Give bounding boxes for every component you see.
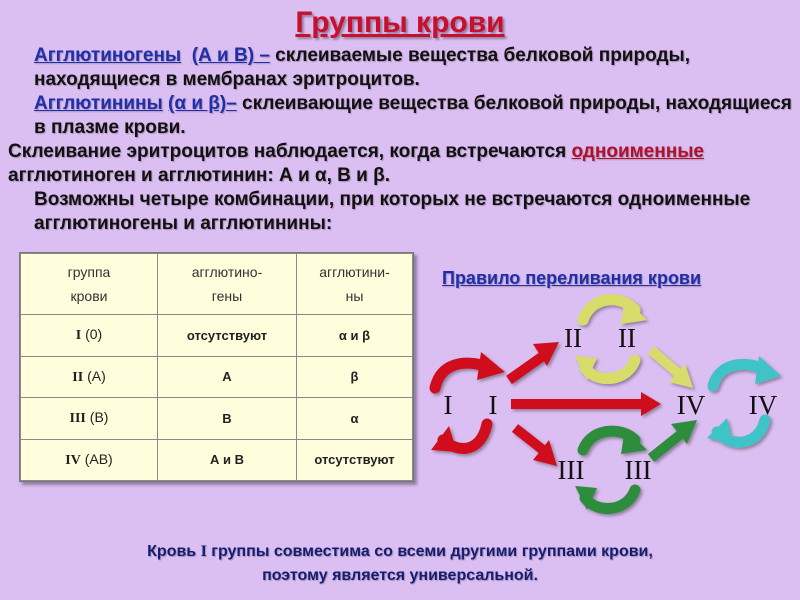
- table-row: [21, 398, 413, 440]
- group-letter: (АВ): [84, 450, 113, 467]
- arrow-ii-to-iv-shaft: [651, 350, 679, 374]
- transfusion-diagram: [425, 290, 795, 530]
- label-group-ii-left: II: [564, 323, 582, 353]
- page-title: Группы крови: [295, 6, 505, 39]
- header-text: гены: [211, 288, 243, 304]
- table-row: [21, 315, 413, 357]
- header-text: ны: [345, 288, 364, 304]
- agglutinins-term: Агглютинины: [34, 93, 163, 114]
- group-letter: (0): [85, 326, 103, 343]
- blood-groups-table: [19, 252, 414, 482]
- header-text: крови: [70, 288, 108, 304]
- arrow-ii-to-iv: [651, 350, 693, 388]
- agglutinins-cell: α и β: [297, 315, 413, 357]
- group-letter: (В): [89, 409, 109, 426]
- universal-donor-note: [0, 540, 800, 588]
- agglutinogens-cell: А и В: [158, 439, 297, 481]
- same-name-term: одноименные: [571, 141, 704, 162]
- agglutinogens-definition: [8, 44, 793, 92]
- footer-line-2: поэтому является универсальной.: [262, 567, 538, 584]
- header-text: группа: [67, 264, 111, 280]
- group-letter: (А): [87, 367, 106, 384]
- group-roman: II: [72, 369, 84, 385]
- arrow-iii-to-iv: [651, 420, 697, 458]
- label-group-ii-right: II: [618, 323, 636, 353]
- blood-group-cell: [21, 439, 158, 481]
- group-roman: I: [75, 328, 82, 344]
- blood-group-cell: [21, 315, 158, 357]
- agglutinogens-term: Агглютиногены: [34, 45, 182, 66]
- agglutinins-cell: α: [297, 398, 413, 440]
- label-group-iv-right: IV: [748, 390, 778, 420]
- arrow-i-to-ii-shaft: [509, 356, 543, 380]
- label-group-iii-left: III: [557, 455, 585, 485]
- agglutinins-cell: отсутствуют: [297, 439, 413, 481]
- agglutinogens-cell: А: [158, 356, 297, 398]
- agglutinins-letters: (α и β)–: [168, 93, 237, 114]
- agglutinins-definition: [8, 92, 793, 140]
- label-group-i-left: I: [443, 390, 453, 420]
- group-iv-top-arrowhead: [755, 356, 781, 384]
- arrow-iii-to-iv-shaft: [651, 434, 681, 458]
- footer-roman: I: [200, 543, 207, 560]
- arrow-i-to-iv: [511, 392, 661, 416]
- agglutination-condition: [8, 140, 793, 188]
- group-iv-bottom-arrowhead: [707, 418, 733, 444]
- label-group-iii-right: III: [624, 455, 652, 485]
- agglutinogens-description: склеиваемые вещества белковой природы, находящиеся в мембранах эритроцитов.: [34, 45, 691, 90]
- agglutinins-cell: β: [297, 356, 413, 398]
- group-i-top-arc: [435, 363, 485, 388]
- blood-group-cell: [21, 398, 158, 440]
- table-row: [21, 356, 413, 398]
- agglutinins-description: склеивающие вещества белковой природы, находящиеся в плазме крови.: [34, 93, 792, 138]
- intro-text: [8, 44, 793, 236]
- header-text: агглютини-: [319, 264, 390, 280]
- footer-line-1: [0, 540, 800, 564]
- table-header-row: [21, 254, 413, 315]
- agglutinogens-letters: (А и В) –: [191, 45, 270, 66]
- group-iii-top-arrowhead: [621, 428, 647, 454]
- agglutinogens-cell: В: [158, 398, 297, 440]
- agglutinogens-cell: отсутствуют: [158, 315, 297, 357]
- footer-text: группы совместима со всеми другими группами крови,: [206, 543, 653, 560]
- label-group-iv-left: IV: [676, 390, 706, 420]
- arrow-i-to-iii: [515, 428, 557, 466]
- group-roman: IV: [65, 452, 81, 468]
- arrow-i-to-iv-head: [641, 392, 661, 416]
- footer-text: Кровь: [147, 543, 201, 560]
- agglutination-text-before: Склеивание эритроцитов наблюдается, когда встречаются: [8, 141, 572, 162]
- header-text: агглютино-: [191, 264, 263, 280]
- group-ii-loop-arrow: [575, 298, 647, 380]
- header-agglutinogens: [158, 254, 297, 315]
- blood-group-cell: [21, 356, 158, 398]
- transfusion-rule-title: Правило переливания крови: [442, 268, 702, 288]
- table-row: [21, 439, 413, 481]
- group-i-top-arrowhead: [477, 352, 505, 380]
- combinations-note: Возможны четыре комбинации, при которых не встречаются одноименные агглютиногены и агглютинины:: [34, 189, 751, 234]
- group-roman: III: [69, 411, 86, 427]
- header-agglutinins: [297, 254, 413, 315]
- group-i-bottom-arrowhead: [431, 426, 457, 452]
- arrow-i-to-iii-shaft: [515, 428, 543, 450]
- arrow-i-to-ii: [509, 342, 559, 380]
- header-blood-group: [21, 254, 158, 315]
- agglutination-text-after: агглютиноген и агглютинин: А и α, В и β.: [8, 165, 391, 186]
- label-group-i-right: I: [488, 390, 498, 420]
